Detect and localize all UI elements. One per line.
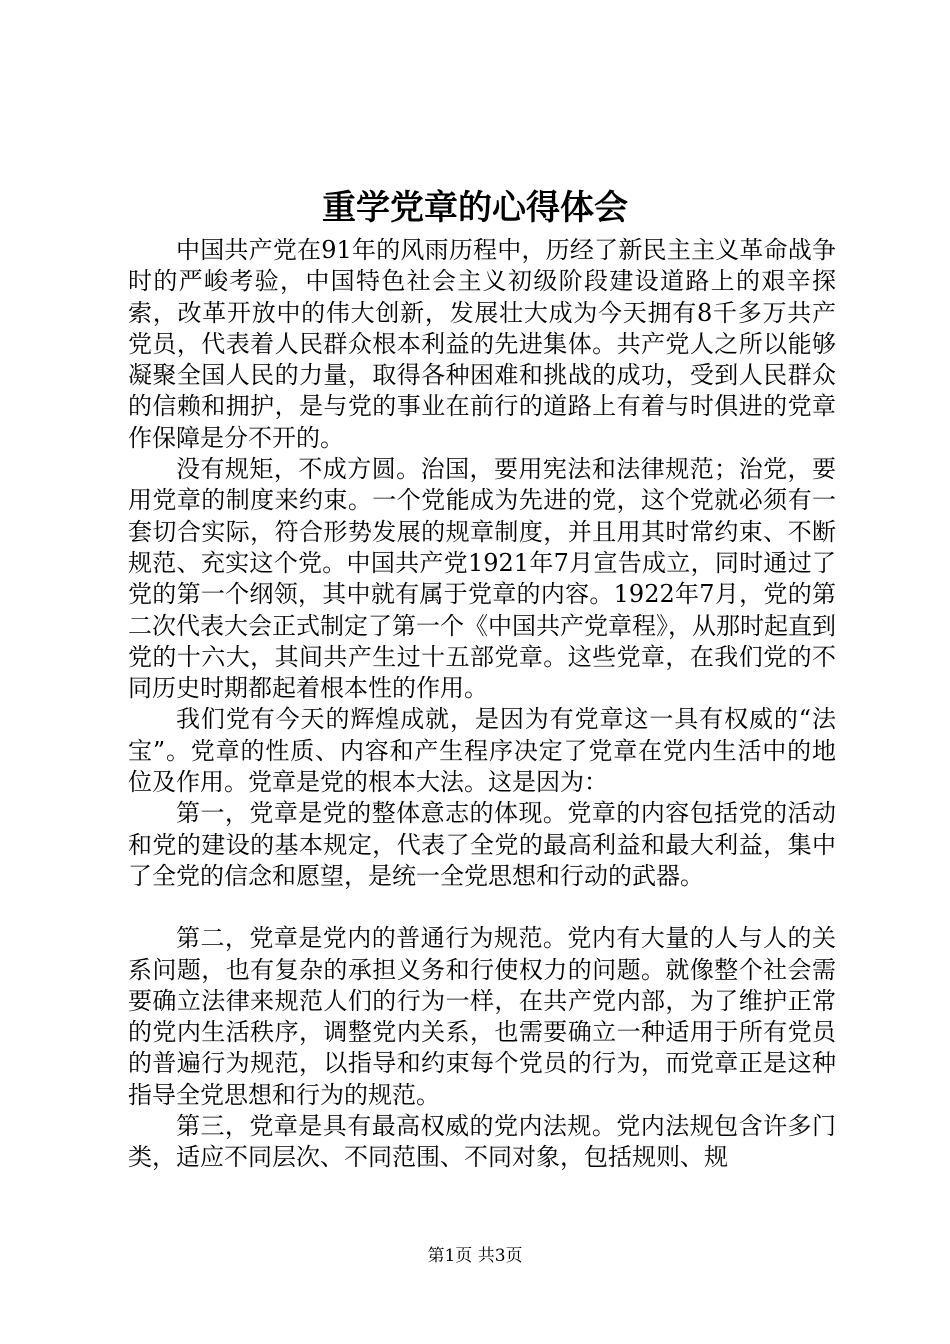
paragraph-gap — [128, 892, 836, 923]
paragraph: 没有规矩，不成方圆。治国，要用宪法和法律规范；治党，要用党章的制度来约束。一个党能成为先进的党，这个党就必须有一套切合实际，符合形势发展的规章制度，并且用其时常约束、不断规范、充实这个党。中国共产党1921年7月宣告成立，同时通过了党的第一个纲领，其中就有属于党章的内容。1922年7月，党的第二次代表大会正式制定了第一个《中国共产党章程》，从那时起直到党的十六大，其间共产生过十五部党章。这些党章，在我们党的不同历史时期都起着根本性的作用。 — [128, 455, 836, 703]
paragraph: 我们党有今天的辉煌成就，是因为有党章这一具有权威的“法宝”。党章的性质、内容和产生程序决定了党章在党内生活中的地位及作用。党章是党的根本大法。这是因为： — [128, 705, 836, 797]
paragraph: 第一，党章是党的整体意志的体现。党章的内容包括党的活动和党的建设的基本规定，代表了全党的最高利益和最大利益，集中了全党的信念和愿望，是统一全党思想和行动的武器。 — [128, 799, 836, 890]
page-number-footer: 第1页 共3页 — [427, 1246, 523, 1266]
paragraph: 第三，党章是具有最高权威的党内法规。党内法规包含许多门类，适应不同层次、不同范围、不同对象，包括规则、规 — [128, 1112, 836, 1172]
document-body — [128, 235, 836, 1174]
paragraph: 中国共产党在91年的风雨历程中，历经了新民主主义革命战争时的严峻考验，中国特色社会主义初级阶段建设道路上的艰辛探索，改革开放中的伟大创新，发展壮大成为今天拥有8千多万共产党员，代表着人民群众根本利益的先进集体。共产党人之所以能够凝聚全国人民的力量，取得各种困难和挑战的成功，受到人民群众的信赖和拥护，是与党的事业在前行的道路上有着与时俱进的党章作保障是分不开的。 — [128, 236, 836, 452]
document-title: 重学党章的心得体会 — [322, 188, 628, 228]
paragraph: 第二，党章是党内的普通行为规范。党内有大量的人与人的关系问题，也有复杂的承担义务和行使权力的问题。就像整个社会需要确立法律来规范人们的行为一样，在共产党内部，为了维护正常的党内生活秩序，调整党内关系，也需要确立一种适用于所有党员的普遍行为规范，以指导和约束每个党员的行为，而党章正是这种指导全党思想和行为的规范。 — [128, 924, 836, 1109]
